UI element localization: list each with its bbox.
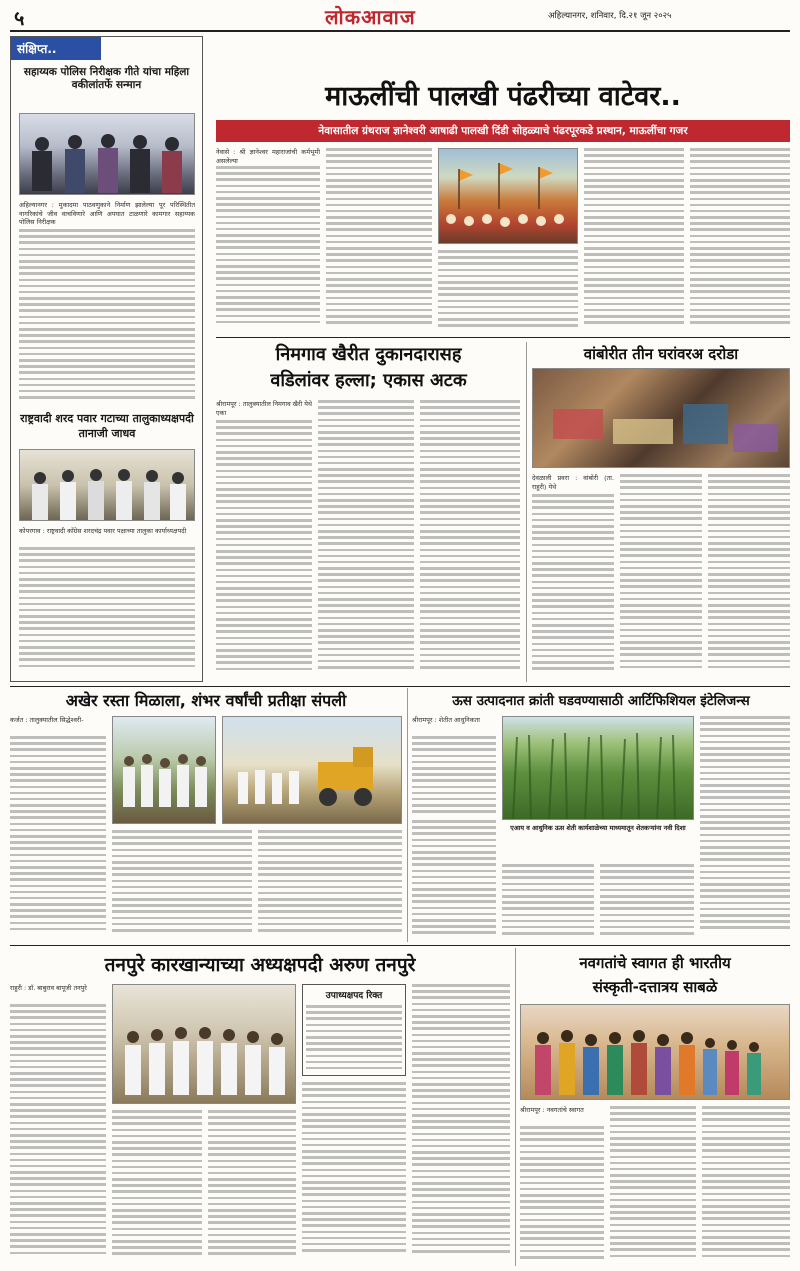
lower-rule	[10, 945, 790, 946]
ai-photo-caption: एआय व आधुनिक ऊस शेती कार्यशाळेच्या माध्यमातून शेतकऱ्यांना नवी दिशा	[510, 824, 686, 832]
road-col3-body	[258, 830, 402, 940]
sidebar-story1-lead: अहिल्यानगर : मुकादमा पाठवणुकाने निर्माण झालेल्या पूर परिस्थितीत नागरिकांचे जीव वाचविणारे आणि अपघात टाळणारे कामगार सहाय्यक पोलिस निरीक्षक	[19, 201, 195, 227]
road-machine-graphic	[223, 717, 402, 824]
tanpure-col2-body	[112, 1110, 202, 1264]
jadhav-group-figures	[20, 450, 195, 521]
navgat-school-photo	[520, 1004, 790, 1100]
lead-intro: नेवासे : श्री ज्ञानेश्वर महाराजांची कर्मभूमी असलेल्या	[216, 148, 320, 165]
middle-rule	[10, 686, 790, 687]
ai-intro: श्रीरामपूर : शेतीत आधुनिकता	[412, 716, 480, 724]
lead-headline: माऊलींची पालखी पंढरीच्या वाटेवर..	[325, 81, 681, 112]
tanpure-col5-body	[412, 984, 510, 1264]
jadhav-group-photo	[19, 449, 195, 521]
navgat-headline-1: नवगतांचे स्वागत ही भारतीय	[579, 954, 731, 972]
sidebar-story1-body	[19, 229, 195, 409]
sidebar-story2-lead: कोपरगाव : राष्ट्रवादी काँग्रेस शरदचंद्र पवार पक्षाच्या तालुका कार्याध्यक्षपदी	[19, 527, 187, 535]
road-col1-body	[10, 736, 106, 940]
page-number: ५	[14, 6, 25, 30]
masthead-logo: लोकआवाज	[325, 5, 416, 29]
ai-col1b-body	[412, 820, 496, 940]
lead-subhead: नेवासातील ग्रंथराज ज्ञानेश्वरी आषाढी पालखी दिंडी सोहळ्याचे पंढरपूरकडे प्रस्थान, माऊलींचा गजर	[216, 120, 790, 142]
road-ai-divider	[407, 688, 408, 942]
road-intro: कर्जत : तालुक्यातील सिद्धेश्वरी-	[10, 716, 84, 724]
sidebar-box	[10, 36, 203, 682]
ai-col4-body	[700, 716, 790, 940]
nimgaon-headline-2: वडिलांवर हल्ला; एकास अटक	[270, 370, 467, 391]
tanpure-col1-body	[10, 1004, 106, 1264]
sidebar-story2-body	[19, 547, 195, 677]
tanpure-navgat-divider	[515, 948, 516, 1266]
road-headline: अखेर रस्ता मिळाला, शंभर वर्षांची प्रतीक्षा संपली	[65, 691, 347, 710]
vambori-house-photo	[532, 368, 790, 468]
nimgaon-intro: श्रीरामपूर : तालुक्यातील निमगाव खैरी येथे एका	[216, 400, 312, 417]
nimgaon-col1-body	[216, 420, 312, 680]
road-inauguration-photo	[112, 716, 216, 824]
navgat-col3-body	[702, 1106, 790, 1264]
road-people-graphic	[113, 717, 216, 824]
tanpure-meeting-photo	[112, 984, 296, 1104]
ai-headline: ऊस उत्पादनात क्रांती घडवण्यासाठी आर्टिफिशियल इंटेलिजन्स	[452, 693, 750, 709]
ai-col2-body	[502, 864, 594, 940]
lead-col2-body	[326, 148, 432, 332]
nimgaon-headline-1: निमगाव खैरीत दुकानदारासह	[275, 344, 462, 365]
sugarcane-stalks-graphic	[503, 717, 694, 820]
sidebar-story2-headline: राष्ट्रवादी शरद पवार गटाच्या तालुकाध्यक्षपदी तानाजी जाधव	[20, 412, 194, 440]
tanpure-headline: तनपुरे कारखान्याच्या अध्यक्षपदी अरुण तनपुरे	[104, 954, 416, 976]
police-felicitation-photo	[19, 113, 195, 195]
navgat-students-graphic	[521, 1005, 790, 1100]
sidebar-story1-headline: सहाय्यक पोलिस निरीक्षक गीते यांचा महिला वकीलांतर्फे सन्मान	[23, 66, 190, 91]
vambori-clothes-graphic	[533, 369, 790, 468]
vice-chair-box	[302, 984, 406, 1076]
sugarcane-field-photo	[502, 716, 694, 820]
navgat-headline-2: संस्कृती-दत्तात्रय साबळे	[592, 978, 718, 996]
navgat-col1-body	[520, 1126, 604, 1264]
palkhi-flags-graphic	[439, 149, 578, 244]
vambori-col1-body	[532, 494, 614, 680]
masthead-rule	[10, 30, 790, 32]
nimgaon-vambori-divider	[526, 342, 527, 682]
sidebar-label: संक्षिप्त..	[11, 37, 101, 60]
lead-col4-body	[584, 148, 684, 332]
ai-col1-body	[412, 736, 496, 816]
navgat-col2-body	[610, 1106, 696, 1264]
navgat-intro: श्रीरामपूर : नवगतांचे स्वागत	[520, 1106, 584, 1114]
vambori-intro: देवळाली प्रवरा : वांबोरी (ता. राहुरी) येथे	[532, 474, 614, 491]
vice-chair-box-title: उपाध्यक्षपद रिक्त	[325, 991, 383, 1001]
tanpure-col3-body	[208, 1110, 296, 1264]
road-col2-body	[112, 830, 252, 940]
palkhi-procession-photo	[438, 148, 578, 244]
lead-col1-body	[216, 166, 320, 332]
vambori-headline: वांबोरीत तीन घरांवरअ दरोडा	[583, 345, 739, 363]
lead-col5-body	[690, 148, 790, 332]
dateline: अहिल्यानगर, शनिवार, दि.२१ जून २०२५	[548, 11, 672, 21]
tanpure-col4-body	[302, 1082, 406, 1264]
nimgaon-col3-body	[420, 400, 520, 680]
ai-col3-body	[600, 864, 694, 940]
vambori-col3-body	[708, 474, 790, 680]
vambori-col2-body	[620, 474, 702, 680]
road-construction-photo	[222, 716, 402, 824]
lead-bottom-rule	[216, 337, 790, 338]
tanpure-intro: राहुरी : डॉ. बाबुराव बापूजी तनपुरे	[10, 984, 87, 992]
police-felicitation-figures	[20, 114, 195, 195]
vice-chair-box-body	[306, 1005, 402, 1075]
nimgaon-col2-body	[318, 400, 414, 680]
tanpure-people-graphic	[113, 985, 296, 1104]
lead-col3-body	[438, 250, 578, 332]
